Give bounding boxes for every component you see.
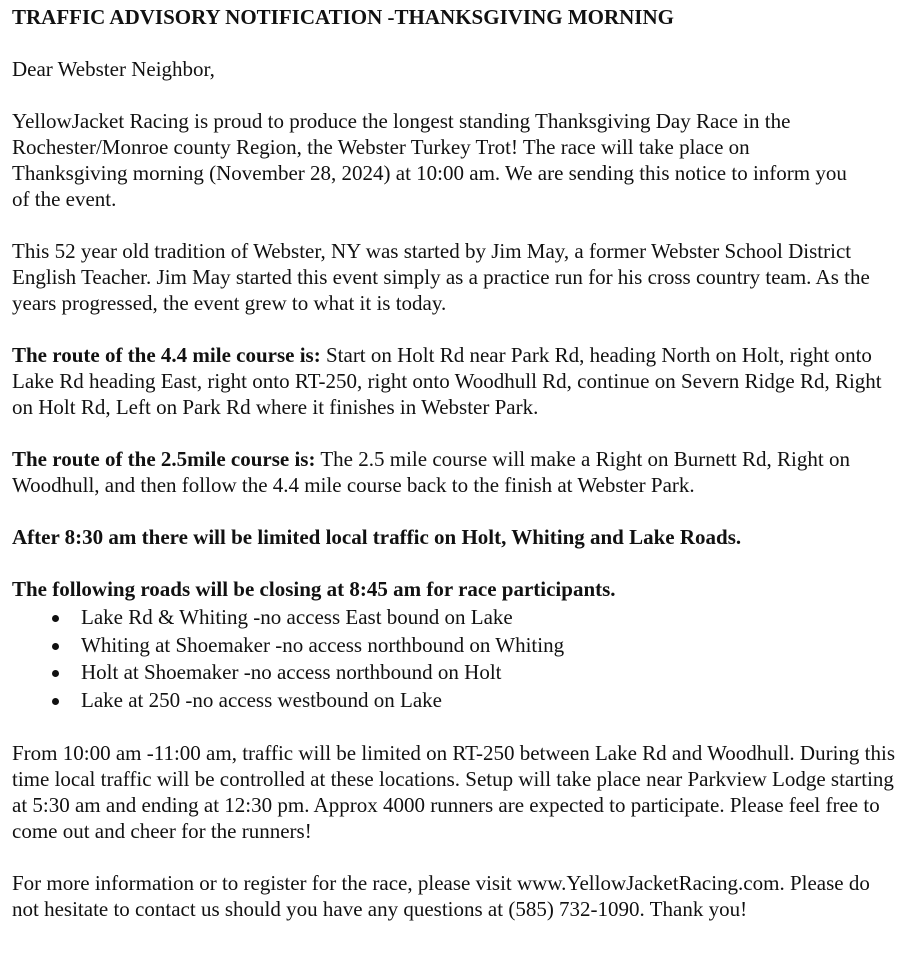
route-2-5-label: The route of the 2.5mile course is:: [12, 447, 316, 471]
route-4-4-paragraph: [12, 342, 904, 420]
bullet-icon: [52, 698, 59, 705]
traffic-control-paragraph: From 10:00 am -11:00 am, traffic will be limited on RT-250 between Lake Rd and Woodhull. During this time local traffic will be controlled at these locations. Setup will take place near Parkview Lodge starting at 5:30 am and ending at 12:30 pm. Approx 4000 runners are expected to participate. Please feel free to come out and cheer for the runners!: [12, 741, 896, 843]
list-item: [12, 659, 904, 687]
route-2-5-text: The 2.5 mile course will make a Right on Burnett Rd, Right on Woodhull, and then follow the 4.4 mile course back to the finish at Webster Park.: [12, 447, 850, 497]
route-4-4-text: Start on Holt Rd near Park Rd, heading North on Holt, right onto Lake Rd heading East, right onto RT-250, right onto Woodhull Rd, continue on Severn Ridge Rd, Right on Holt Rd, Left on Park Rd where it finishes in Webster Park.: [12, 343, 882, 419]
intro-paragraph: YellowJacket Racing is proud to produce the longest standing Thanksgiving Day Race in the Rochester/Monroe county Region, the Webster Turkey Trot! The race will take place on Thanksgiving morning (November 28, 2024) at 10:00 am. We are sending this notice to inform you of the event.: [12, 109, 847, 211]
bullet-icon: [52, 643, 59, 650]
bullet-icon: [52, 670, 59, 677]
closure-text: Whiting at Shoemaker -no access northbound on Whiting: [81, 632, 565, 657]
limited-traffic-notice: After 8:30 am there will be limited local traffic on Holt, Whiting and Lake Roads.: [12, 525, 742, 549]
road-closures-list: [12, 604, 904, 714]
list-item: [12, 604, 904, 632]
closure-text: Lake at 250 -no access westbound on Lake: [81, 687, 442, 712]
contact-paragraph: For more information or to register for the race, please visit www.YellowJacketRacing.com. Please do not hesitate to contact us should you have any questions at (585) 732-1090. Thank you!: [12, 871, 870, 921]
bullet-icon: [52, 615, 59, 622]
closure-text: Holt at Shoemaker -no access northbound on Holt: [81, 660, 502, 684]
route-2-5-paragraph: [12, 446, 902, 498]
list-item: [12, 687, 904, 715]
closure-text: Lake Rd & Whiting -no access East bound on Lake: [81, 605, 513, 629]
list-item: [12, 632, 904, 660]
route-4-4-label: The route of the 4.4 mile course is:: [12, 343, 321, 367]
closures-heading: The following roads will be closing at 8:45 am for race participants.: [12, 577, 616, 601]
greeting: Dear Webster Neighbor,: [12, 57, 215, 81]
history-paragraph: This 52 year old tradition of Webster, NY was started by Jim May, a former Webster School District English Teacher. Jim May started this event simply as a practice run for his cross country team. As the years progressed, the event grew to what it is today.: [12, 239, 870, 315]
document-title: TRAFFIC ADVISORY NOTIFICATION -THANKSGIVING MORNING: [12, 5, 674, 29]
